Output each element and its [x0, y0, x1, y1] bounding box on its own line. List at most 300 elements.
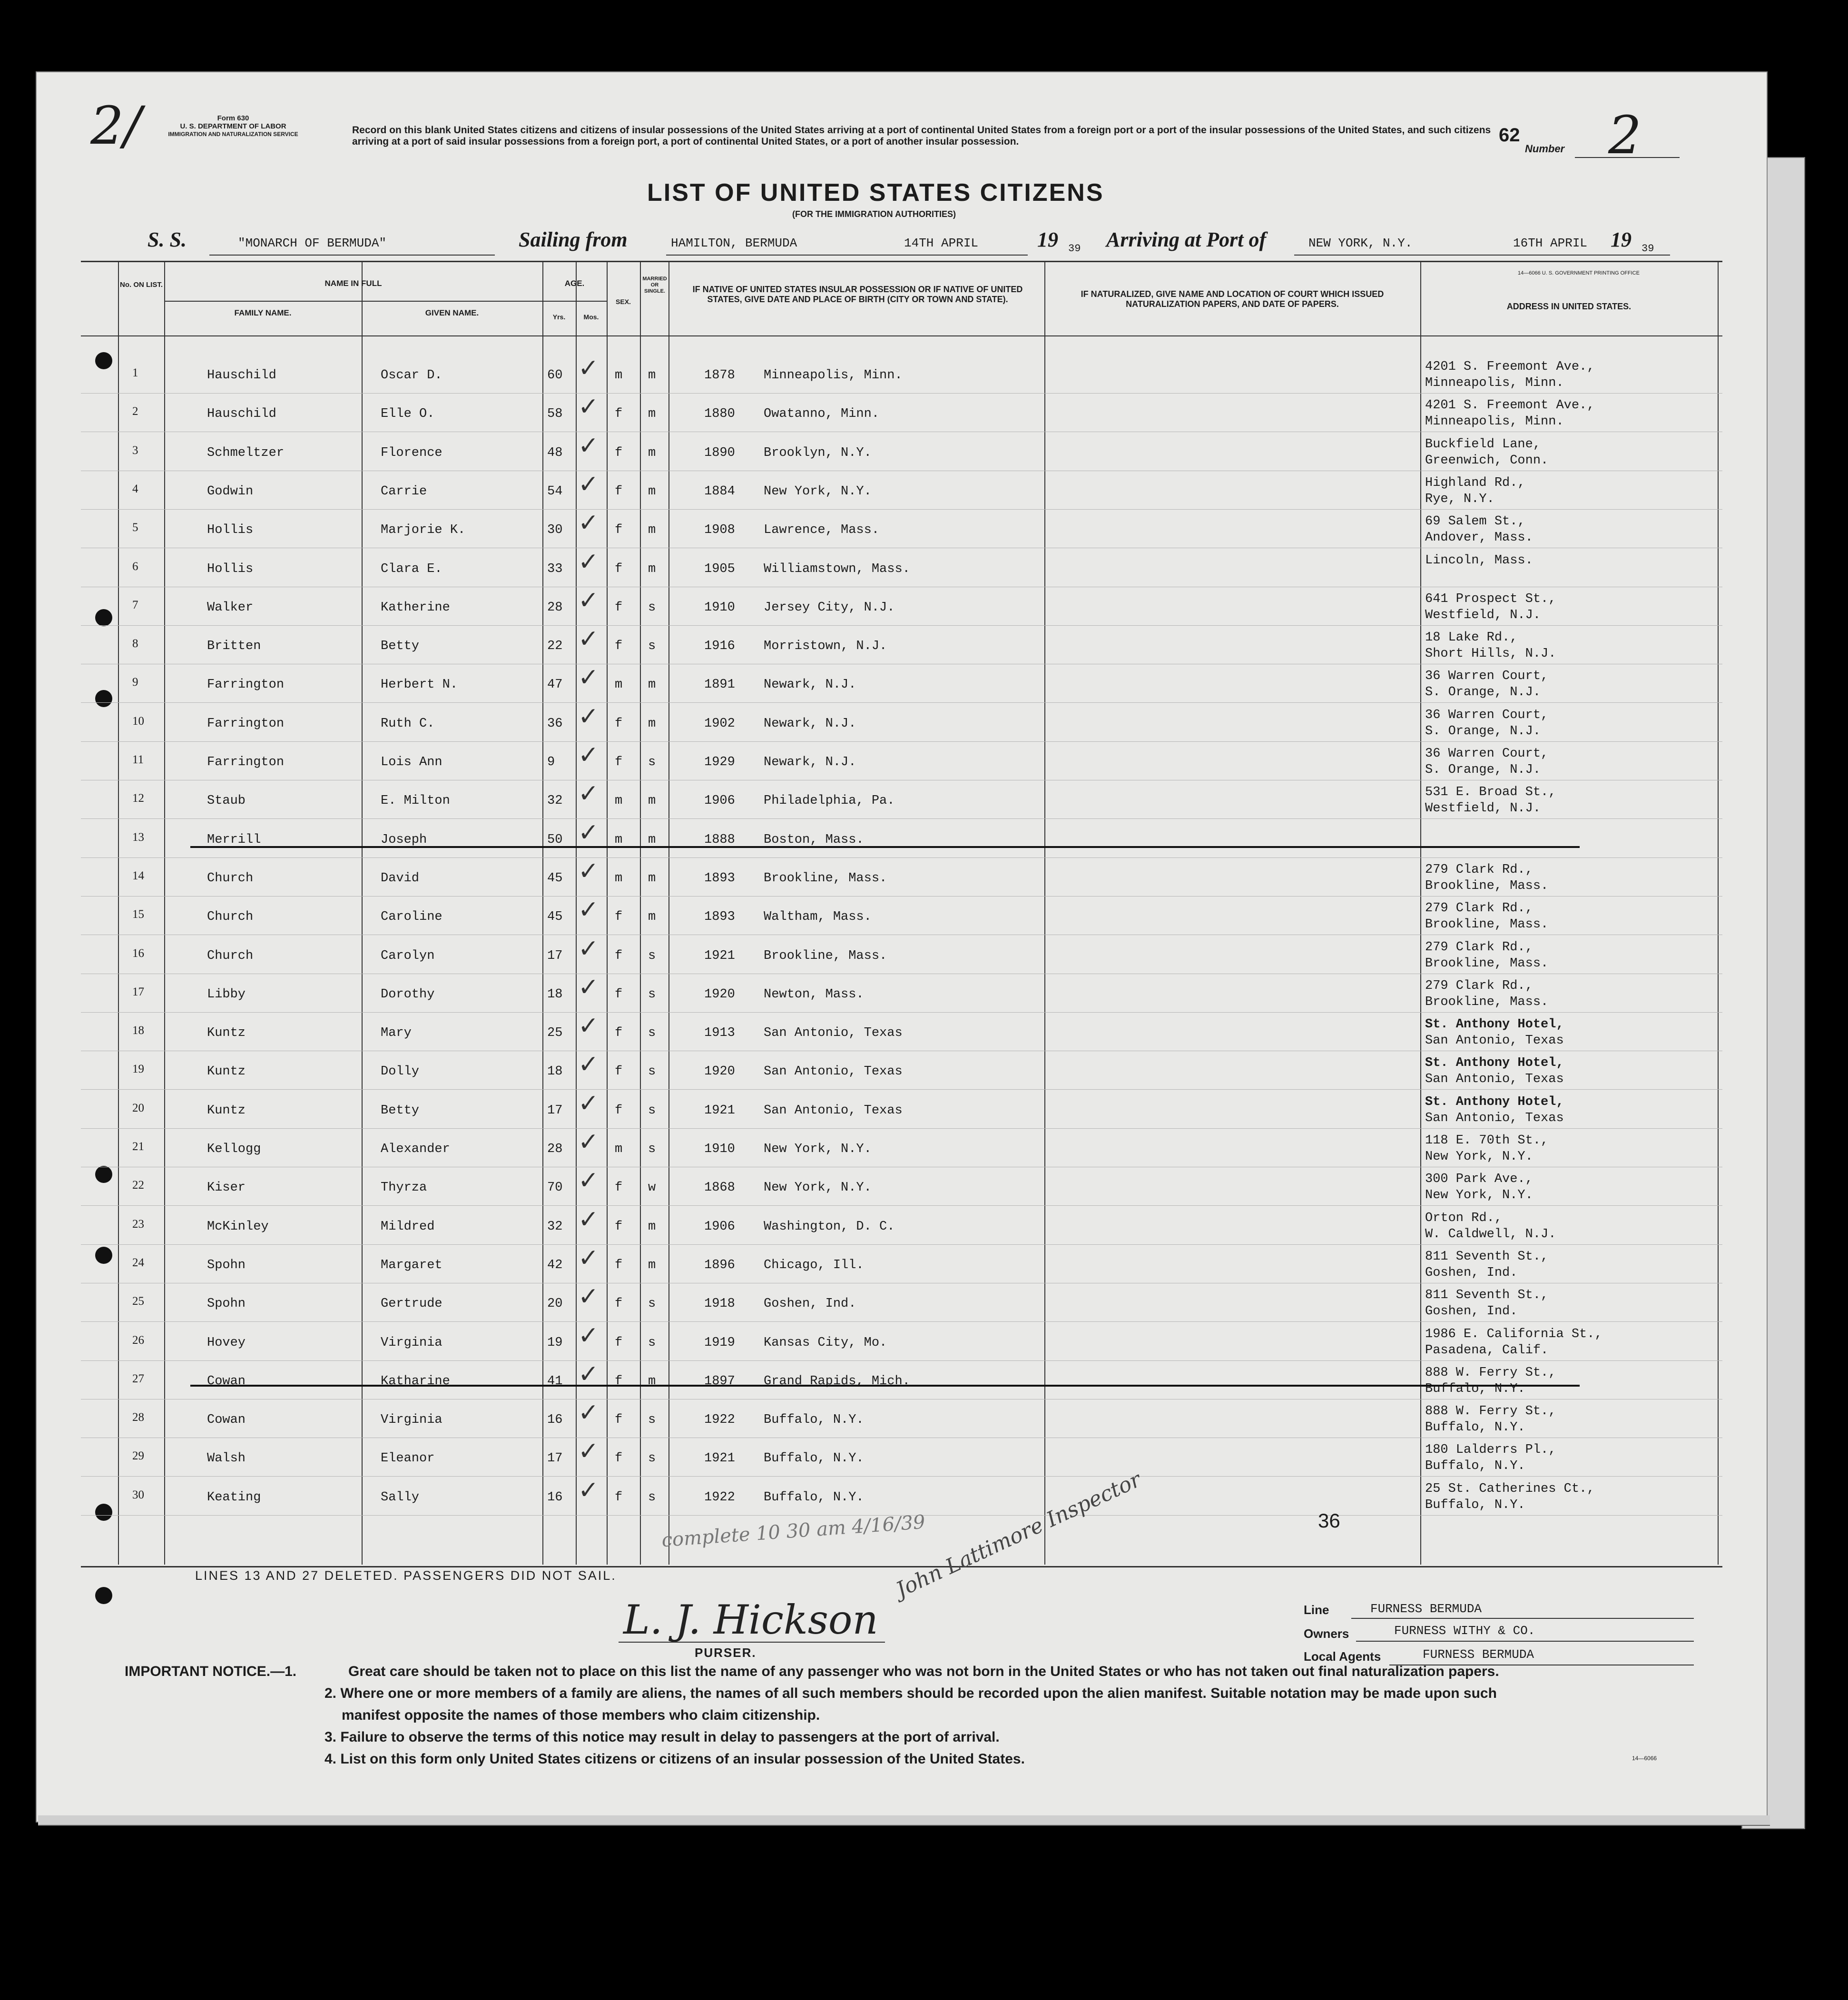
age-years: 9 — [547, 755, 555, 769]
check-mark-icon: ✓ — [578, 1437, 599, 1466]
birth-place: Owatanno, Minn. — [764, 407, 880, 421]
marital-status: s — [648, 1026, 656, 1040]
notice-item-1: Great care should be taken not to place on this list the name of any passenger who was not born in the United States or who has not taken out final naturalization papers. — [348, 1664, 1499, 1679]
address-line-1: 811 Seventh St., — [1425, 1250, 1549, 1264]
family-name: Church — [207, 910, 254, 924]
check-mark-icon: ✓ — [578, 818, 599, 847]
arriving-label: Arriving at Port of — [1106, 228, 1267, 251]
sex: f — [615, 1297, 623, 1311]
page-subtitle: (FOR THE IMMIGRATION AUTHORITIES) — [792, 209, 956, 219]
sex: m — [615, 871, 623, 886]
given-name: Caroline — [381, 910, 442, 924]
family-name: Walker — [207, 601, 254, 615]
age-years: 48 — [547, 446, 563, 460]
sex: f — [615, 1374, 623, 1389]
age-years: 17 — [547, 1451, 563, 1466]
check-mark-icon: ✓ — [578, 432, 599, 460]
check-mark-icon: ✓ — [578, 1282, 599, 1311]
address — [1425, 436, 1548, 469]
row-rule — [81, 1476, 1722, 1477]
notice-item-3: 3. Failure to observe the terms of this notice may result in delay to passengers at the port of arrival. — [324, 1729, 1000, 1745]
birth-year: 1891 — [704, 678, 735, 692]
sailing-date: 14TH APRIL — [904, 236, 979, 250]
owners-label: Owners — [1304, 1626, 1349, 1641]
birth-year: 1920 — [704, 1064, 735, 1079]
age-years: 25 — [547, 1026, 563, 1040]
row-number: 27 — [132, 1372, 144, 1385]
marital-status: m — [648, 562, 656, 576]
birth-year: 1920 — [704, 987, 735, 1002]
check-mark-icon: ✓ — [578, 1012, 599, 1040]
address — [1425, 1133, 1548, 1165]
marital-status: m — [648, 1220, 656, 1234]
marital-status: m — [648, 678, 656, 692]
age-years: 32 — [547, 1220, 563, 1234]
address-line-2: Short Hills, N.J. — [1425, 647, 1556, 661]
address — [1425, 1249, 1548, 1281]
family-name: Farrington — [207, 678, 285, 692]
family-name: Spohn — [207, 1258, 246, 1272]
line-label: Line — [1304, 1603, 1329, 1617]
row-rule — [81, 1128, 1722, 1129]
age-years: 22 — [547, 639, 563, 653]
column-divider — [1044, 261, 1045, 1565]
birth-place: Jersey City, N.J. — [764, 601, 895, 615]
birth-place: Lawrence, Mass. — [764, 523, 880, 537]
birth-year: 1890 — [704, 446, 735, 460]
page-title: LIST OF UNITED STATES CITIZENS — [647, 179, 1104, 207]
form-code: 14—6066 — [1632, 1755, 1657, 1762]
check-mark-icon: ✓ — [578, 663, 599, 692]
line-value: FURNESS BERMUDA — [1370, 1602, 1482, 1616]
sex: f — [615, 910, 623, 924]
address — [1425, 939, 1548, 972]
marital-status: s — [648, 1297, 656, 1311]
marital-status: m — [648, 523, 656, 537]
sex: m — [615, 368, 623, 383]
address-line-2: Brookline, Mass. — [1425, 917, 1549, 932]
row-number: 3 — [132, 444, 138, 457]
row-number: 2 — [132, 405, 138, 418]
given-name: E. Milton — [381, 794, 450, 808]
agents-label: Local Agents — [1304, 1649, 1381, 1664]
birth-year: 1878 — [704, 368, 735, 383]
age-years: 60 — [547, 368, 563, 383]
purser-label: PURSER. — [695, 1645, 757, 1660]
marital-status: m — [648, 910, 656, 924]
age-years: 20 — [547, 1297, 563, 1311]
address-line-2: San Antonio, Texas — [1425, 1111, 1564, 1125]
owners-value: FURNESS WITHY & CO. — [1394, 1624, 1535, 1638]
sailing-label: Sailing from — [519, 228, 628, 251]
given-name: Virginia — [381, 1413, 442, 1427]
address-line-2: Pasadena, Calif. — [1425, 1343, 1549, 1358]
sex: f — [615, 717, 623, 731]
address-line-1: 888 W. Ferry St., — [1425, 1404, 1556, 1419]
address-line-2: Andover, Mass. — [1425, 531, 1533, 545]
address — [1425, 1171, 1533, 1203]
check-mark-icon: ✓ — [578, 586, 599, 615]
address-line-1: 18 Lake Rd., — [1425, 631, 1518, 645]
number-label: Number — [1525, 143, 1565, 155]
purser-signature: L. J. Hickson — [623, 1596, 878, 1643]
family-name: Cowan — [207, 1374, 246, 1389]
birth-place: Newton, Mass. — [764, 987, 864, 1002]
address-line-1: 36 Warren Court, — [1425, 747, 1549, 761]
row-number: 16 — [132, 947, 144, 960]
service-name: IMMIGRATION AND NATURALIZATION SERVICE — [168, 131, 298, 138]
row-number: 22 — [132, 1179, 144, 1192]
header-divider — [164, 301, 607, 302]
check-mark-icon: ✓ — [578, 1166, 599, 1195]
address-line-2: S. Orange, N.J. — [1425, 763, 1541, 777]
line-underline — [1351, 1618, 1694, 1619]
address-line-2: San Antonio, Texas — [1425, 1034, 1564, 1048]
birth-place: Buffalo, N.Y. — [764, 1490, 864, 1505]
age-years: 17 — [547, 949, 563, 963]
check-mark-icon: ✓ — [578, 973, 599, 1002]
address-line-2: Buffalo, N.Y. — [1425, 1459, 1525, 1473]
birth-year: 1913 — [704, 1026, 735, 1040]
age-years: 70 — [547, 1181, 563, 1195]
birth-year: 1884 — [704, 484, 735, 499]
family-name: McKinley — [207, 1220, 269, 1234]
family-name: Kuntz — [207, 1026, 246, 1040]
given-name: Katherine — [381, 601, 450, 615]
address-line-1: 69 Salem St., — [1425, 514, 1525, 529]
given-name: Carrie — [381, 484, 427, 499]
agents-value: FURNESS BERMUDA — [1423, 1647, 1534, 1662]
column-divider — [1420, 261, 1421, 1565]
form-identification — [157, 114, 309, 138]
family-name: Libby — [207, 987, 246, 1002]
row-rule — [81, 1321, 1722, 1322]
column-divider — [542, 261, 543, 1565]
page-edge — [38, 1815, 1770, 1826]
given-name: Virginia — [381, 1336, 442, 1350]
address-line-1: 36 Warren Court, — [1425, 669, 1549, 683]
sex: m — [615, 1142, 623, 1156]
row-number: 9 — [132, 676, 138, 689]
address-line-1: Orton Rd., — [1425, 1211, 1503, 1225]
sex: f — [615, 601, 623, 615]
address-line-2: Buffalo, N.Y. — [1425, 1498, 1525, 1512]
given-name: Oscar D. — [381, 368, 442, 383]
birth-place: Boston, Mass. — [764, 833, 864, 847]
column-header-married: MARRIED OR SINGLE. — [642, 276, 667, 294]
check-mark-icon: ✓ — [578, 625, 599, 653]
birth-place: Williamstown, Mass. — [764, 562, 910, 576]
column-header-family: FAMILY NAME. — [234, 308, 292, 317]
birth-year: 1922 — [704, 1413, 735, 1427]
birth-place: New York, N.Y. — [764, 484, 872, 499]
address-line-2: Westfield, N.J. — [1425, 801, 1541, 816]
sailing-from: HAMILTON, BERMUDA — [671, 236, 797, 250]
deleted-lines-note: LINES 13 AND 27 DELETED. PASSENGERS DID NOT SAIL. — [195, 1568, 617, 1583]
given-name: Ruth C. — [381, 717, 435, 731]
row-number: 13 — [132, 831, 144, 844]
row-number: 10 — [132, 715, 144, 728]
marital-status: s — [648, 601, 656, 615]
birth-year: 1908 — [704, 523, 735, 537]
check-mark-icon: ✓ — [578, 509, 599, 537]
row-number: 17 — [132, 985, 144, 998]
given-name: Mary — [381, 1026, 412, 1040]
address — [1425, 1442, 1556, 1474]
sex: f — [615, 1181, 623, 1195]
age-years: 28 — [547, 601, 563, 615]
check-mark-icon: ✓ — [578, 1205, 599, 1234]
check-mark-icon: ✓ — [578, 1128, 599, 1156]
sex: f — [615, 484, 623, 499]
row-number: 7 — [132, 599, 138, 611]
row-number: 26 — [132, 1334, 144, 1347]
birth-place: Buffalo, N.Y. — [764, 1451, 864, 1466]
address — [1425, 591, 1556, 623]
marital-status: s — [648, 1336, 656, 1350]
address — [1425, 552, 1533, 569]
address-line-1: 279 Clark Rd., — [1425, 901, 1533, 916]
column-header-name: NAME IN FULL — [324, 279, 382, 288]
birth-year: 1921 — [704, 1103, 735, 1118]
row-number: 6 — [132, 560, 138, 573]
age-years: 32 — [547, 794, 563, 808]
address-line-1: 25 St. Catherines Ct., — [1425, 1482, 1595, 1496]
sex: f — [615, 1258, 623, 1272]
given-name: David — [381, 871, 420, 886]
family-name: Godwin — [207, 484, 254, 499]
column-header-sex: SEX. — [616, 298, 631, 305]
given-name: Dolly — [381, 1064, 420, 1079]
address-line-2: Minneapolis, Minn. — [1425, 376, 1564, 390]
address-line-2: S. Orange, N.J. — [1425, 724, 1541, 739]
family-name: Schmeltzer — [207, 446, 285, 460]
family-name: Cowan — [207, 1413, 246, 1427]
column-header-naturalized: IF NATURALIZED, GIVE NAME AND LOCATION OF COURT WHICH ISSUED NATURALIZATION PAPERS, AND DATE OF PAPERS. — [1081, 289, 1384, 309]
address — [1425, 397, 1594, 430]
sex: f — [615, 755, 623, 769]
address — [1425, 862, 1548, 894]
sex: f — [615, 446, 623, 460]
row-rule — [81, 1244, 1722, 1245]
column-divider — [1718, 261, 1719, 1565]
address-line-2: Brookline, Mass. — [1425, 995, 1549, 1009]
address-line-2: Minneapolis, Minn. — [1425, 414, 1564, 429]
address — [1425, 1403, 1556, 1436]
age-years: 18 — [547, 987, 563, 1002]
check-mark-icon: ✓ — [578, 1399, 599, 1427]
marital-status: s — [648, 1064, 656, 1079]
birth-year: 1916 — [704, 639, 735, 653]
family-name: Hollis — [207, 562, 254, 576]
inspector-note: John Lattimore Inspector — [892, 1467, 1145, 1603]
birth-place: Morristown, N.J. — [764, 639, 887, 653]
birth-place: Goshen, Ind. — [764, 1297, 856, 1311]
sex: f — [615, 1336, 623, 1350]
deleted-line-27-strike — [190, 1385, 1580, 1387]
row-number: 15 — [132, 908, 144, 921]
family-name: Kuntz — [207, 1103, 246, 1118]
address — [1425, 1365, 1556, 1397]
address-line-1: St. Anthony Hotel, — [1425, 1056, 1564, 1070]
address-line-1: 118 E. 70th St., — [1425, 1133, 1549, 1148]
row-rule — [81, 509, 1722, 510]
sex: f — [615, 1413, 623, 1427]
row-rule — [81, 818, 1722, 819]
address — [1425, 475, 1525, 507]
birth-place: Minneapolis, Minn. — [764, 368, 903, 383]
check-mark-icon: ✓ — [578, 741, 599, 769]
birth-place: Grand Rapids, Mich. — [764, 1374, 910, 1389]
birth-place: Kansas City, Mo. — [764, 1336, 887, 1350]
check-mark-icon: ✓ — [578, 354, 599, 383]
birth-place: Brookline, Mass. — [764, 871, 887, 886]
address-line-2: S. Orange, N.J. — [1425, 685, 1541, 700]
page-count: 36 — [1318, 1509, 1340, 1532]
address — [1425, 1481, 1594, 1513]
family-name: Hovey — [207, 1336, 246, 1350]
birth-year: 1880 — [704, 407, 735, 421]
marital-status: s — [648, 1103, 656, 1118]
check-mark-icon: ✓ — [578, 1476, 599, 1505]
row-rule — [81, 1089, 1722, 1090]
sailing-year-prefix: 19 — [1037, 228, 1058, 251]
address-line-2: New York, N.Y. — [1425, 1150, 1533, 1164]
address-line-2: Goshen, Ind. — [1425, 1304, 1518, 1319]
check-mark-icon: ✓ — [578, 1089, 599, 1118]
address — [1425, 1094, 1564, 1126]
row-number: 24 — [132, 1256, 144, 1269]
arriving-date: 16TH APRIL — [1513, 236, 1588, 250]
address-line-1: 4201 S. Freemont Ave., — [1425, 398, 1595, 413]
birth-place: New York, N.Y. — [764, 1142, 872, 1156]
given-name: Joseph — [381, 833, 427, 847]
given-name: Gertrude — [381, 1297, 442, 1311]
given-name: Carolyn — [381, 949, 435, 963]
sex: f — [615, 987, 623, 1002]
marital-status: s — [648, 1451, 656, 1466]
sex: f — [615, 1490, 623, 1505]
print-code: 14—6066 U. S. GOVERNMENT PRINTING OFFICE — [1518, 270, 1640, 276]
address-line-2: Buffalo, N.Y. — [1425, 1382, 1525, 1396]
row-number: 5 — [132, 521, 138, 534]
birth-place: Philadelphia, Pa. — [764, 794, 895, 808]
given-name: Betty — [381, 639, 420, 653]
birth-place: Chicago, Ill. — [764, 1258, 864, 1272]
given-name: Thyrza — [381, 1181, 427, 1195]
family-name: Merrill — [207, 833, 261, 847]
address-line-1: 36 Warren Court, — [1425, 708, 1549, 722]
check-mark-icon: ✓ — [578, 1360, 599, 1389]
age-years: 42 — [547, 1258, 563, 1272]
sex: f — [615, 562, 623, 576]
row-number: 11 — [132, 753, 144, 766]
arriving-year: 39 — [1642, 243, 1654, 255]
row-number: 30 — [132, 1488, 144, 1501]
family-name: Farrington — [207, 755, 285, 769]
column-divider — [164, 261, 165, 1565]
check-mark-icon: ✓ — [578, 935, 599, 963]
row-number: 4 — [132, 483, 138, 495]
age-years: 58 — [547, 407, 563, 421]
row-number: 20 — [132, 1102, 144, 1114]
form-number: Form 630 — [217, 114, 249, 122]
birth-place: Newark, N.J. — [764, 678, 856, 692]
marital-status: m — [648, 484, 656, 499]
family-name: Farrington — [207, 717, 285, 731]
department-name: U. S. DEPARTMENT OF LABOR — [180, 122, 286, 130]
age-years: 18 — [547, 1064, 563, 1079]
address — [1425, 1016, 1564, 1049]
row-rule — [81, 1360, 1722, 1361]
birth-place: San Antonio, Texas — [764, 1026, 903, 1040]
birth-year: 1929 — [704, 755, 735, 769]
marital-status: m — [648, 1374, 656, 1389]
sex: f — [615, 949, 623, 963]
sex: m — [615, 833, 623, 847]
marital-status: m — [648, 446, 656, 460]
age-years: 54 — [547, 484, 563, 499]
family-name: Kiser — [207, 1181, 246, 1195]
given-name: Eleanor — [381, 1451, 435, 1466]
marital-status: m — [648, 407, 656, 421]
punch-hole — [95, 1587, 112, 1604]
age-years: 41 — [547, 1374, 563, 1389]
birth-place: Newark, N.J. — [764, 717, 856, 731]
check-mark-icon: ✓ — [578, 857, 599, 886]
purser-underline — [619, 1642, 885, 1643]
birth-place: Brooklyn, N.Y. — [764, 446, 872, 460]
family-name: Hauschild — [207, 368, 276, 383]
marital-status: s — [648, 987, 656, 1002]
family-name: Church — [207, 949, 254, 963]
address — [1425, 630, 1556, 662]
notice-heading: IMPORTANT NOTICE.—1. — [125, 1664, 297, 1679]
birth-place: San Antonio, Texas — [764, 1103, 903, 1118]
age-years: 30 — [547, 523, 563, 537]
column-header-age: AGE. — [564, 279, 585, 288]
marital-status: m — [648, 1258, 656, 1272]
address-line-1: 4201 S. Freemont Ave., — [1425, 360, 1595, 374]
given-name: Elle O. — [381, 407, 435, 421]
notice-item-2: 2. Where one or more members of a family are aliens, the names of all such members should be recorded upon the alien manifest. Suitable notation may be made upon such — [324, 1685, 1497, 1701]
marital-status: s — [648, 1142, 656, 1156]
check-mark-icon: ✓ — [578, 779, 599, 808]
sailing-year: 39 — [1068, 243, 1081, 255]
address-line-2: W. Caldwell, N.J. — [1425, 1227, 1556, 1241]
birth-year: 1905 — [704, 562, 735, 576]
complete-note: complete 10 30 am 4/16/39 — [661, 1511, 926, 1552]
birth-place: Brookline, Mass. — [764, 949, 887, 963]
address — [1425, 978, 1548, 1010]
deleted-line-13-strike — [190, 846, 1580, 848]
column-divider — [640, 261, 641, 1565]
corner-mark: 2/ — [90, 95, 142, 156]
check-mark-icon: ✓ — [578, 470, 599, 499]
ss-label: S. S. — [147, 228, 187, 251]
check-mark-icon: ✓ — [578, 393, 599, 421]
column-divider — [576, 261, 577, 1565]
address-line-1: 279 Clark Rd., — [1425, 979, 1533, 993]
sex: f — [615, 1451, 623, 1466]
arriving-underline — [1294, 255, 1670, 256]
birth-year: 1893 — [704, 910, 735, 924]
check-mark-icon: ✓ — [578, 896, 599, 924]
given-name: Marjorie K. — [381, 523, 466, 537]
age-years: 17 — [547, 1103, 563, 1118]
column-divider — [118, 261, 119, 1565]
notice-item-4: 4. List on this form only United States citizens or citizens of an insular possession of the United States. — [324, 1751, 1025, 1767]
